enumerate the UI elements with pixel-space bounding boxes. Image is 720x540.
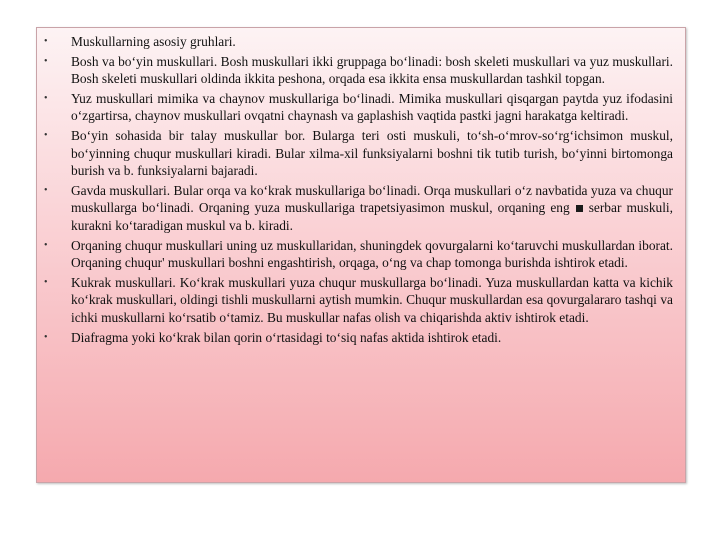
square-marker-icon xyxy=(576,205,583,212)
item-text: Orqaning chuqur muskullari uning uz muskullaridan, shuningdek qovurgalarni ko‘taruvchi muskullardan iborat. Orqaning chuqur' muskullari boshni engashtirish, orqaga, o‘ng va chap tomonga burishda ishtirok etadi. xyxy=(71,237,673,271)
list-item xyxy=(37,33,687,51)
item-text: Muskullarning asosiy gruhlari. xyxy=(71,34,236,49)
list-item xyxy=(37,53,687,88)
item-text: Bosh va bo‘yin muskullari. Bosh muskullari ikki gruppaga bo‘linadi: bosh skeleti muskullari va yuz muskullari. Bosh skeleti muskullari oldinda ikkita peshona, orqada esa ikkita ensa muskullardan tashkil topgan. xyxy=(71,53,673,87)
item-text: Yuz muskullari mimika va chaynov muskullariga bo‘linadi. Mimika muskullari qisqargan paytda yuz ifodasini o‘zgartirsa, chaynov muskullari ovqatni chaynash va gaplashish vaqtida pastki jagni harakatga keltiradi. xyxy=(71,90,673,124)
item-text: Kukrak muskullari. Ko‘krak muskullari yuza chuqur muskullarga bo‘linadi. Yuza muskullardan katta va kichik ko‘krak muskullari, oldingi tishli muskullarni aytish mumkin. Chuqur muskullardan esa qovurgalararo tashqi va ichki muskullarni ko‘rsatib o‘tamiz. Bu muskullar nafas olish va chiqarishda aktiv ishtirok etadi. xyxy=(71,274,673,325)
list-item xyxy=(37,90,687,125)
list-item xyxy=(37,329,687,347)
list-item xyxy=(37,237,687,272)
bullet-icon: • xyxy=(44,92,48,104)
bullet-icon: • xyxy=(44,55,48,67)
item-text-after: serbar muskuli, kurakni ko‘taradigan muskul va b. kiradi. xyxy=(71,200,673,233)
item-text: Bo‘yin sohasida bir talay muskullar bor. Bularga teri osti muskuli, to‘sh-o‘mrov-so‘rg‘ichsimon muskul, bo‘yinning chuqur muskullari kiradi. Bular xilma-xil funksiyalarni boshni tik tutib turish, bo‘yinni birtomonga burish va b. funksiyalarni bajaradi. xyxy=(71,127,673,179)
bullet-icon: • xyxy=(44,276,48,288)
bullet-icon: • xyxy=(44,239,48,251)
list-item xyxy=(37,127,687,180)
list-item xyxy=(37,274,687,327)
bullet-icon: • xyxy=(44,36,48,47)
item-text-before: Gavda muskullari. Bular orqa va ko‘krak muskullariga bo‘linadi. Orqa muskullari o‘z navbatida yuza va chuqur muskullarga bo‘linadi. Orqaning yuza muskullariga trapetsiyasimon muskul, orqaning eng xyxy=(71,182,673,216)
item-text: Diafragma yoki ko‘krak bilan qorin o‘rtasidagi to‘siq nafas aktida ishtirok etadi. xyxy=(71,329,502,345)
bullet-icon: • xyxy=(44,184,48,196)
bullet-icon: • xyxy=(44,331,48,343)
content-panel xyxy=(36,27,686,483)
list-item xyxy=(37,182,687,235)
bullet-icon: • xyxy=(44,129,48,141)
bullet-list xyxy=(37,33,687,348)
